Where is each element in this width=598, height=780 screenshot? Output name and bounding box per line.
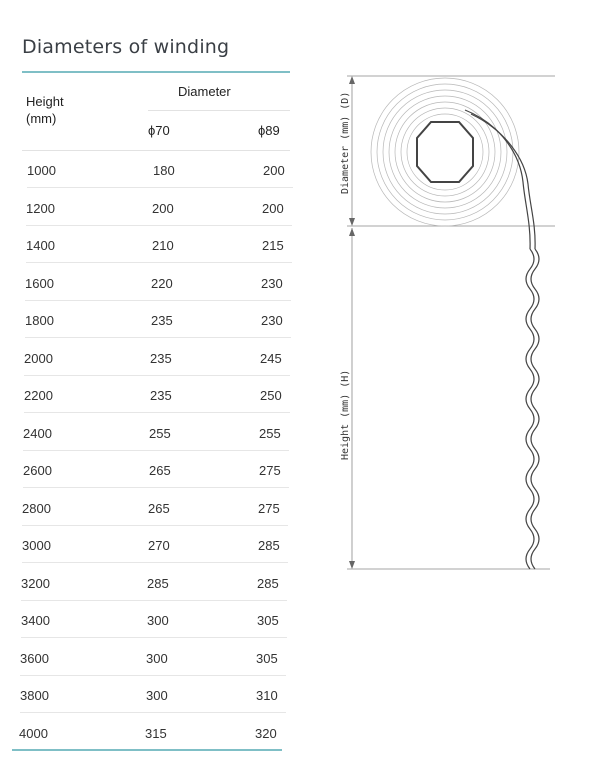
header-col-phi70: ϕ70	[148, 123, 170, 138]
phi89-cell: 215	[262, 238, 284, 253]
diameter-label: Diameter (mm) (D)	[340, 91, 351, 194]
phi70-cell: 220	[151, 275, 173, 291]
height-cell: 1200	[26, 200, 55, 216]
phi70-cell: 285	[147, 575, 169, 591]
phi89-cell: 275	[258, 500, 280, 516]
phi70-cell: 255	[149, 425, 171, 441]
table-row	[20, 639, 286, 676]
table-row	[23, 451, 289, 488]
phi89-cell: 285	[257, 575, 279, 591]
table-row	[25, 264, 291, 301]
curtain-strip	[465, 110, 539, 569]
phi89-cell: 230	[261, 313, 283, 328]
phi70-cell: 270	[148, 538, 170, 553]
table-row	[20, 676, 286, 713]
header-divider	[148, 110, 290, 111]
phi89-cell: 320	[255, 725, 277, 741]
phi89-cell: 305	[257, 613, 279, 628]
height-cell: 2200	[24, 388, 53, 403]
winding-diagram	[325, 64, 565, 584]
height-cell: 3800	[20, 688, 49, 703]
title-rule	[22, 71, 290, 73]
table-row	[23, 414, 289, 451]
height-cell: 3000	[22, 538, 51, 553]
height-label: Height (mm) (H)	[340, 369, 351, 460]
phi89-cell: 310	[256, 688, 278, 703]
table-row	[21, 601, 287, 638]
height-cell: 1400	[26, 238, 55, 253]
phi70-cell: 235	[150, 350, 172, 366]
table-row	[22, 489, 288, 526]
table-row	[25, 301, 291, 338]
phi89-cell: 250	[260, 388, 282, 403]
table-row	[24, 376, 290, 413]
header-diameter: Diameter	[178, 84, 231, 99]
phi70-cell: 210	[152, 238, 174, 253]
height-cell: 2800	[22, 500, 51, 516]
phi89-cell: 200	[263, 163, 285, 178]
phi89-cell: 255	[259, 425, 281, 441]
phi70-cell: 235	[150, 388, 172, 403]
table-row	[19, 714, 285, 751]
table-row	[26, 226, 292, 263]
table-row	[26, 189, 292, 226]
phi70-cell: 180	[153, 163, 175, 178]
table-row	[24, 339, 290, 376]
phi70-cell: 200	[152, 200, 174, 216]
phi89-cell: 245	[260, 350, 282, 366]
table-row	[27, 151, 293, 188]
phi70-cell: 315	[145, 725, 167, 741]
phi70-cell: 235	[151, 313, 173, 328]
height-cell: 4000	[19, 725, 48, 741]
octagon-shaft	[417, 122, 473, 182]
height-cell: 3400	[21, 613, 50, 628]
bottom-rule	[12, 749, 282, 751]
phi89-cell: 275	[259, 463, 281, 478]
height-cell: 2400	[23, 425, 52, 441]
page-title: Diameters of winding	[22, 36, 230, 58]
phi70-cell: 265	[149, 463, 171, 478]
phi70-cell: 300	[146, 688, 168, 703]
height-cell: 1000	[27, 163, 56, 178]
header-height-unit: (mm)	[26, 111, 57, 126]
height-cell: 2600	[23, 463, 52, 478]
height-cell: 1600	[25, 275, 54, 291]
height-cell: 3200	[21, 575, 50, 591]
header-col-phi89: ϕ89	[258, 123, 280, 138]
phi89-cell: 230	[261, 275, 283, 291]
table-row	[22, 526, 288, 563]
phi89-cell: 285	[258, 538, 280, 553]
table-row	[21, 564, 287, 601]
header-height	[26, 93, 64, 127]
height-cell: 3600	[20, 650, 49, 666]
phi70-cell: 300	[147, 613, 169, 628]
phi89-cell: 305	[256, 650, 278, 666]
phi89-cell: 200	[262, 200, 284, 216]
phi70-cell: 265	[148, 500, 170, 516]
height-cell: 2000	[24, 350, 53, 366]
height-cell: 1800	[25, 313, 54, 328]
header-height-label: Height	[26, 94, 64, 109]
phi70-cell: 300	[146, 650, 168, 666]
